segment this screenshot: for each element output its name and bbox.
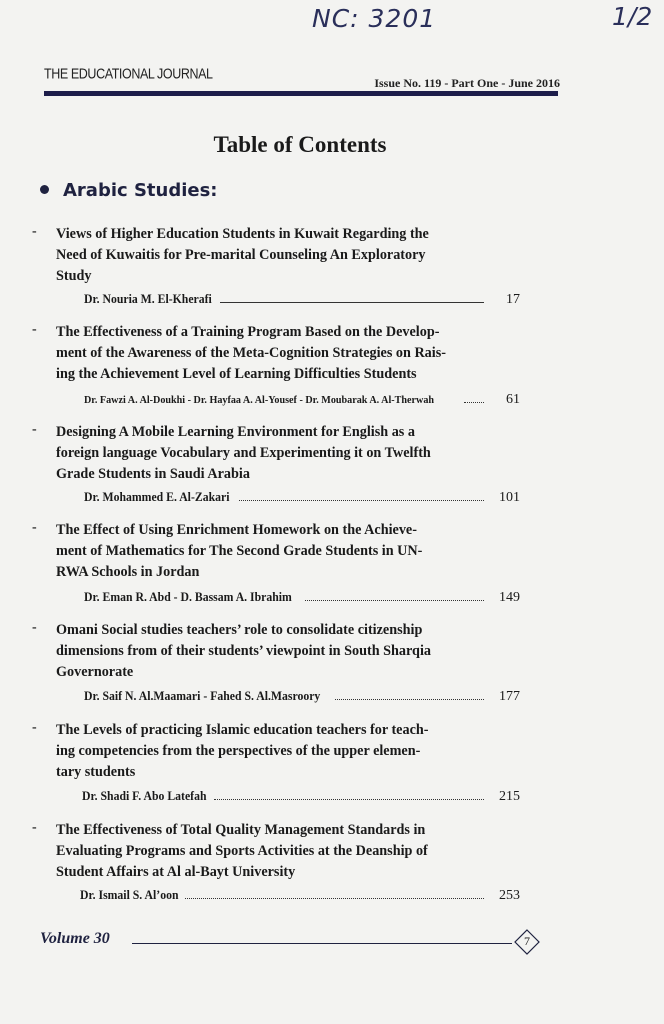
handwritten-page-mark: 1/2	[612, 2, 653, 31]
entry-title: The Levels of practicing Islamic education teachers for teach- ing competencies from the perspectives of the upper elemen- tary students	[56, 722, 429, 780]
leader-line	[305, 600, 484, 601]
entry-title: The Effectiveness of a Training Program Based on the Develop- ment of the Awareness of the Meta-Cognition Strategies on Rais- ing the Achievement Level of Learning Difficulties Students	[56, 324, 446, 382]
leader-line	[185, 898, 484, 899]
bullet-icon	[40, 185, 49, 194]
entry-authors: Dr. Fawzi A. Al-Doukhi - Dr. Hayfaa A. Al-Yousef - Dr. Moubarak A. Al-Therwah	[84, 394, 435, 406]
entry-page-number: 149	[499, 590, 520, 605]
entry-authors: Dr. Saif N. Al.Maamari - Fahed S. Al.Masroory	[84, 689, 321, 703]
entry-dash: -	[32, 224, 37, 239]
entry-page-number: 177	[499, 689, 520, 704]
toc-entry	[32, 422, 502, 485]
entry-dash: -	[32, 422, 37, 437]
entry-byline	[84, 689, 520, 705]
entry-dash: -	[32, 520, 37, 535]
entry-authors: Dr. Mohammed E. Al-Zakari	[84, 490, 230, 504]
entry-page-number: 253	[499, 888, 520, 903]
journal-name: THE EDUCATIONAL JOURNAL	[44, 66, 213, 83]
toc-entry	[32, 322, 502, 385]
leader-line	[464, 402, 484, 403]
entry-authors: Dr. Nouria M. El-Kherafi	[84, 292, 212, 306]
entry-byline	[84, 292, 520, 308]
entry-title: Designing A Mobile Learning Environment for English as a foreign language Vocabulary and Experimenting it on Twelfth Grade Students in Saudi Arabia	[56, 424, 431, 482]
entry-dash: -	[32, 720, 37, 735]
leader-line	[220, 302, 484, 303]
entry-authors: Dr. Eman R. Abd - D. Bassam A. Ibrahim	[84, 590, 292, 604]
entry-page-number: 215	[499, 789, 520, 804]
leader-line	[239, 500, 484, 501]
entry-page-number: 101	[499, 490, 520, 505]
toc-entry	[32, 520, 502, 583]
header-rule	[44, 91, 558, 96]
entry-dash: -	[32, 820, 37, 835]
entry-dash: -	[32, 322, 37, 337]
entry-byline	[84, 590, 520, 606]
page-number-diamond	[514, 929, 540, 955]
entry-title: Views of Higher Education Students in Kuwait Regarding the Need of Kuwaitis for Pre-marital Counseling An Exploratory Study	[56, 226, 429, 284]
entry-title: Omani Social studies teachers’ role to consolidate citizenship dimensions from of their students’ viewpoint in South Sharqia Governorate	[56, 622, 431, 680]
entry-authors: Dr. Ismail S. Al’oon	[80, 888, 179, 902]
entry-title: The Effect of Using Enrichment Homework on the Achieve- ment of Mathematics for The Second Grade Students in UN- RWA Schools in Jordan	[56, 522, 423, 580]
entry-page-number: 61	[506, 392, 520, 407]
entry-authors: Dr. Shadi F. Abo Latefah	[82, 789, 207, 803]
volume-label: Volume 30	[40, 930, 110, 947]
toc-entry	[32, 224, 502, 287]
toc-entry	[32, 820, 502, 883]
toc-entry	[32, 720, 502, 783]
section-heading-label: Arabic Studies:	[63, 180, 218, 201]
entry-title: The Effectiveness of Total Quality Management Standards in Evaluating Programs and Sports Activities at the Deanship of Student Affairs at Al al-Bayt University	[56, 822, 428, 880]
leader-line	[214, 799, 484, 800]
entry-byline	[84, 490, 520, 506]
entry-dash: -	[32, 620, 37, 635]
leader-line	[335, 699, 484, 700]
page-number: 7	[524, 934, 530, 948]
entry-page-number: 17	[506, 292, 520, 307]
handwritten-catalog-number: NC: 3201	[312, 4, 437, 33]
entry-byline	[82, 789, 520, 805]
footer-rule	[132, 943, 512, 944]
issue-info: Issue No. 119 - Part One - June 2016	[374, 76, 560, 90]
section-heading	[40, 180, 218, 201]
page-title: Table of Contents	[213, 132, 387, 157]
entry-byline	[84, 392, 520, 408]
toc-entry	[32, 620, 502, 683]
entry-byline	[80, 888, 520, 904]
